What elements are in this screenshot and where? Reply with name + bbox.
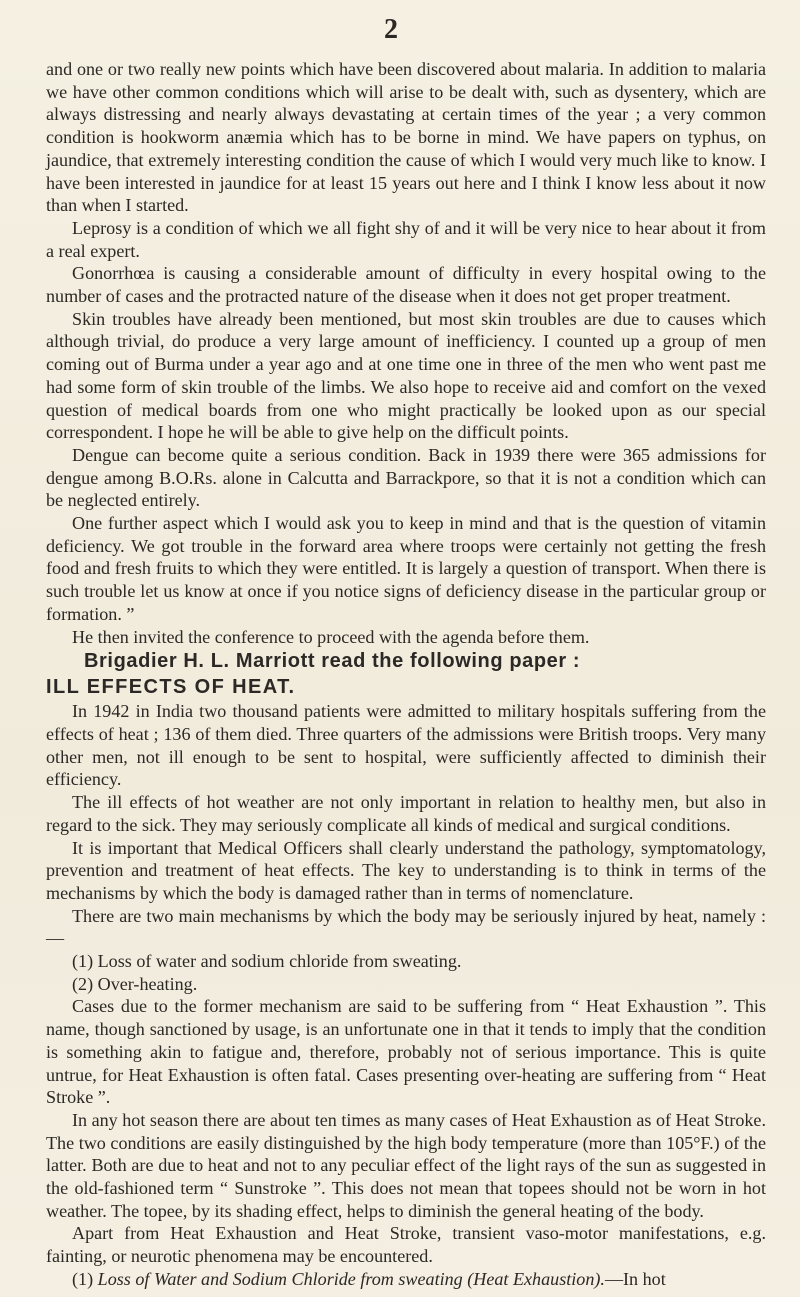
paragraph: and one or two really new points which have been discovered about malaria. In addition to malaria we have other common conditions which will arise to be dealt with, such as dysentery, which are always distressing and nearly always devastating at certain times of the year ; a very common condition is hookworm anæmia which has to be borne in mind. We have papers on typhus, on jaundice, that extremely interesting condition the cause of which I would very much like to know. I have been interested in jaundice for at least 15 years out here and I think I know less about it now than when I started.	[46, 59, 766, 216]
paragraph: Apart from Heat Exhaustion and Heat Stroke, transient vaso-motor manifestations, e.g. fainting, or neurotic phenomena may be encountered.	[46, 1223, 766, 1267]
paragraph: Dengue can become quite a serious condition. Back in 1939 there were 365 admissions for dengue among B.O.Rs. alone in Calcutta and Barrackpore, so that it is not a condition which can be neglected entirely.	[46, 444, 766, 511]
speaker-line: Brigadier H. L. Marriott read the following paper :	[84, 650, 581, 673]
mechanism-item: (1) Loss of water and sodium chloride from sweating.	[72, 951, 462, 972]
paragraph: It is important that Medical Officers shall clearly understand the pathology, symptomatology, prevention and treatment of heat effects. The key to understanding is to think in terms of the mechanisms by which the body is damaged rather than in terms of nomenclature.	[46, 837, 766, 903]
paragraph: Cases due to the former mechanism are said to be suffering from “ Heat Exhaustion ”. This name, though sanctioned by usage, is an unfortunate one in that it tends to imply that the condition is something akin to fatigue and, therefore, probably not of serious importance. This is quite untrue, for Heat Exhaustion is often fatal. Cases presenting over-heating are suffering from “ Heat Stroke ”.	[46, 996, 766, 1108]
paragraph: The ill effects of hot weather are not only important in relation to healthy men, but also in regard to the sick. They may seriously complicate all kinds of medical and surgical conditions.	[46, 792, 766, 835]
paragraph: One further aspect which I would ask you to keep in mind and that is the question of vitamin deficiency. We got trouble in the forward area where troops were certainly not getting the fresh food and fresh fruits to which they were entitled. It is largely a question of transport. When there is such trouble let us know at once if you notice signs of deficiency disease in the particular group or formation. ”	[46, 513, 766, 624]
paragraph: Leprosy is a condition of which we all fight shy of and it will be very nice to hear about it from a real expert.	[46, 217, 766, 261]
paragraph: In 1942 in India two thousand patients were admitted to military hospitals suffering from the effects of heat ; 136 of them died. Three quarters of the admissions were British troops. Very many other men, not ill enough to be sent to hospital, were sufficiently affected to diminish their efficiency.	[46, 701, 766, 790]
subsection-text: —In hot	[604, 1268, 666, 1289]
paragraph: Gonorrhœa is causing a considerable amount of difficulty in every hospital owing to the number of cases and the protracted nature of the disease when it does not get proper treatment.	[46, 263, 766, 307]
paragraph: In any hot season there are about ten times as many cases of Heat Exhaustion as of Heat Stroke. The two conditions are easily distinguished by the high body temperature (more than 105°F.) of the latter. Both are due to heat and not to any peculiar effect of the light rays of the sun as suggested in the old-fashioned term “ Sunstroke ”. This does not mean that topees should not be worn in hot weather. The topee, by its shading effect, helps to diminish the general heating of the body.	[46, 1109, 766, 1221]
page-number: 2	[384, 14, 398, 45]
document-body	[46, 58, 766, 1291]
paragraph: He then invited the conference to proceed with the agenda before them.	[72, 626, 590, 647]
mechanism-item: (2) Over-heating.	[72, 973, 198, 994]
paragraph: There are two main mechanisms by which the body may be seriously injured by heat, namely :—	[46, 905, 766, 949]
paragraph: Skin troubles have already been mentioned, but most skin troubles are due to causes which although trivial, do produce a very large amount of inefficiency. I counted up a group of men coming out of Burma under a year ago and at one time one in three of the men who went past me had some form of skin trouble of the limbs. We also hope to receive aid and comfort on the vexed question of medical boards from one who might practically be looked upon as our special correspondent. I hope he will be able to give help on the difficult points.	[46, 308, 766, 443]
subsection-line	[46, 1268, 766, 1291]
section-title: ILL EFFECTS OF HEAT.	[46, 676, 296, 699]
subsection-heading: Loss of Water and Sodium Chloride from sweating (Heat Exhaustion).	[97, 1268, 605, 1289]
subsection-number: (1)	[72, 1268, 94, 1289]
